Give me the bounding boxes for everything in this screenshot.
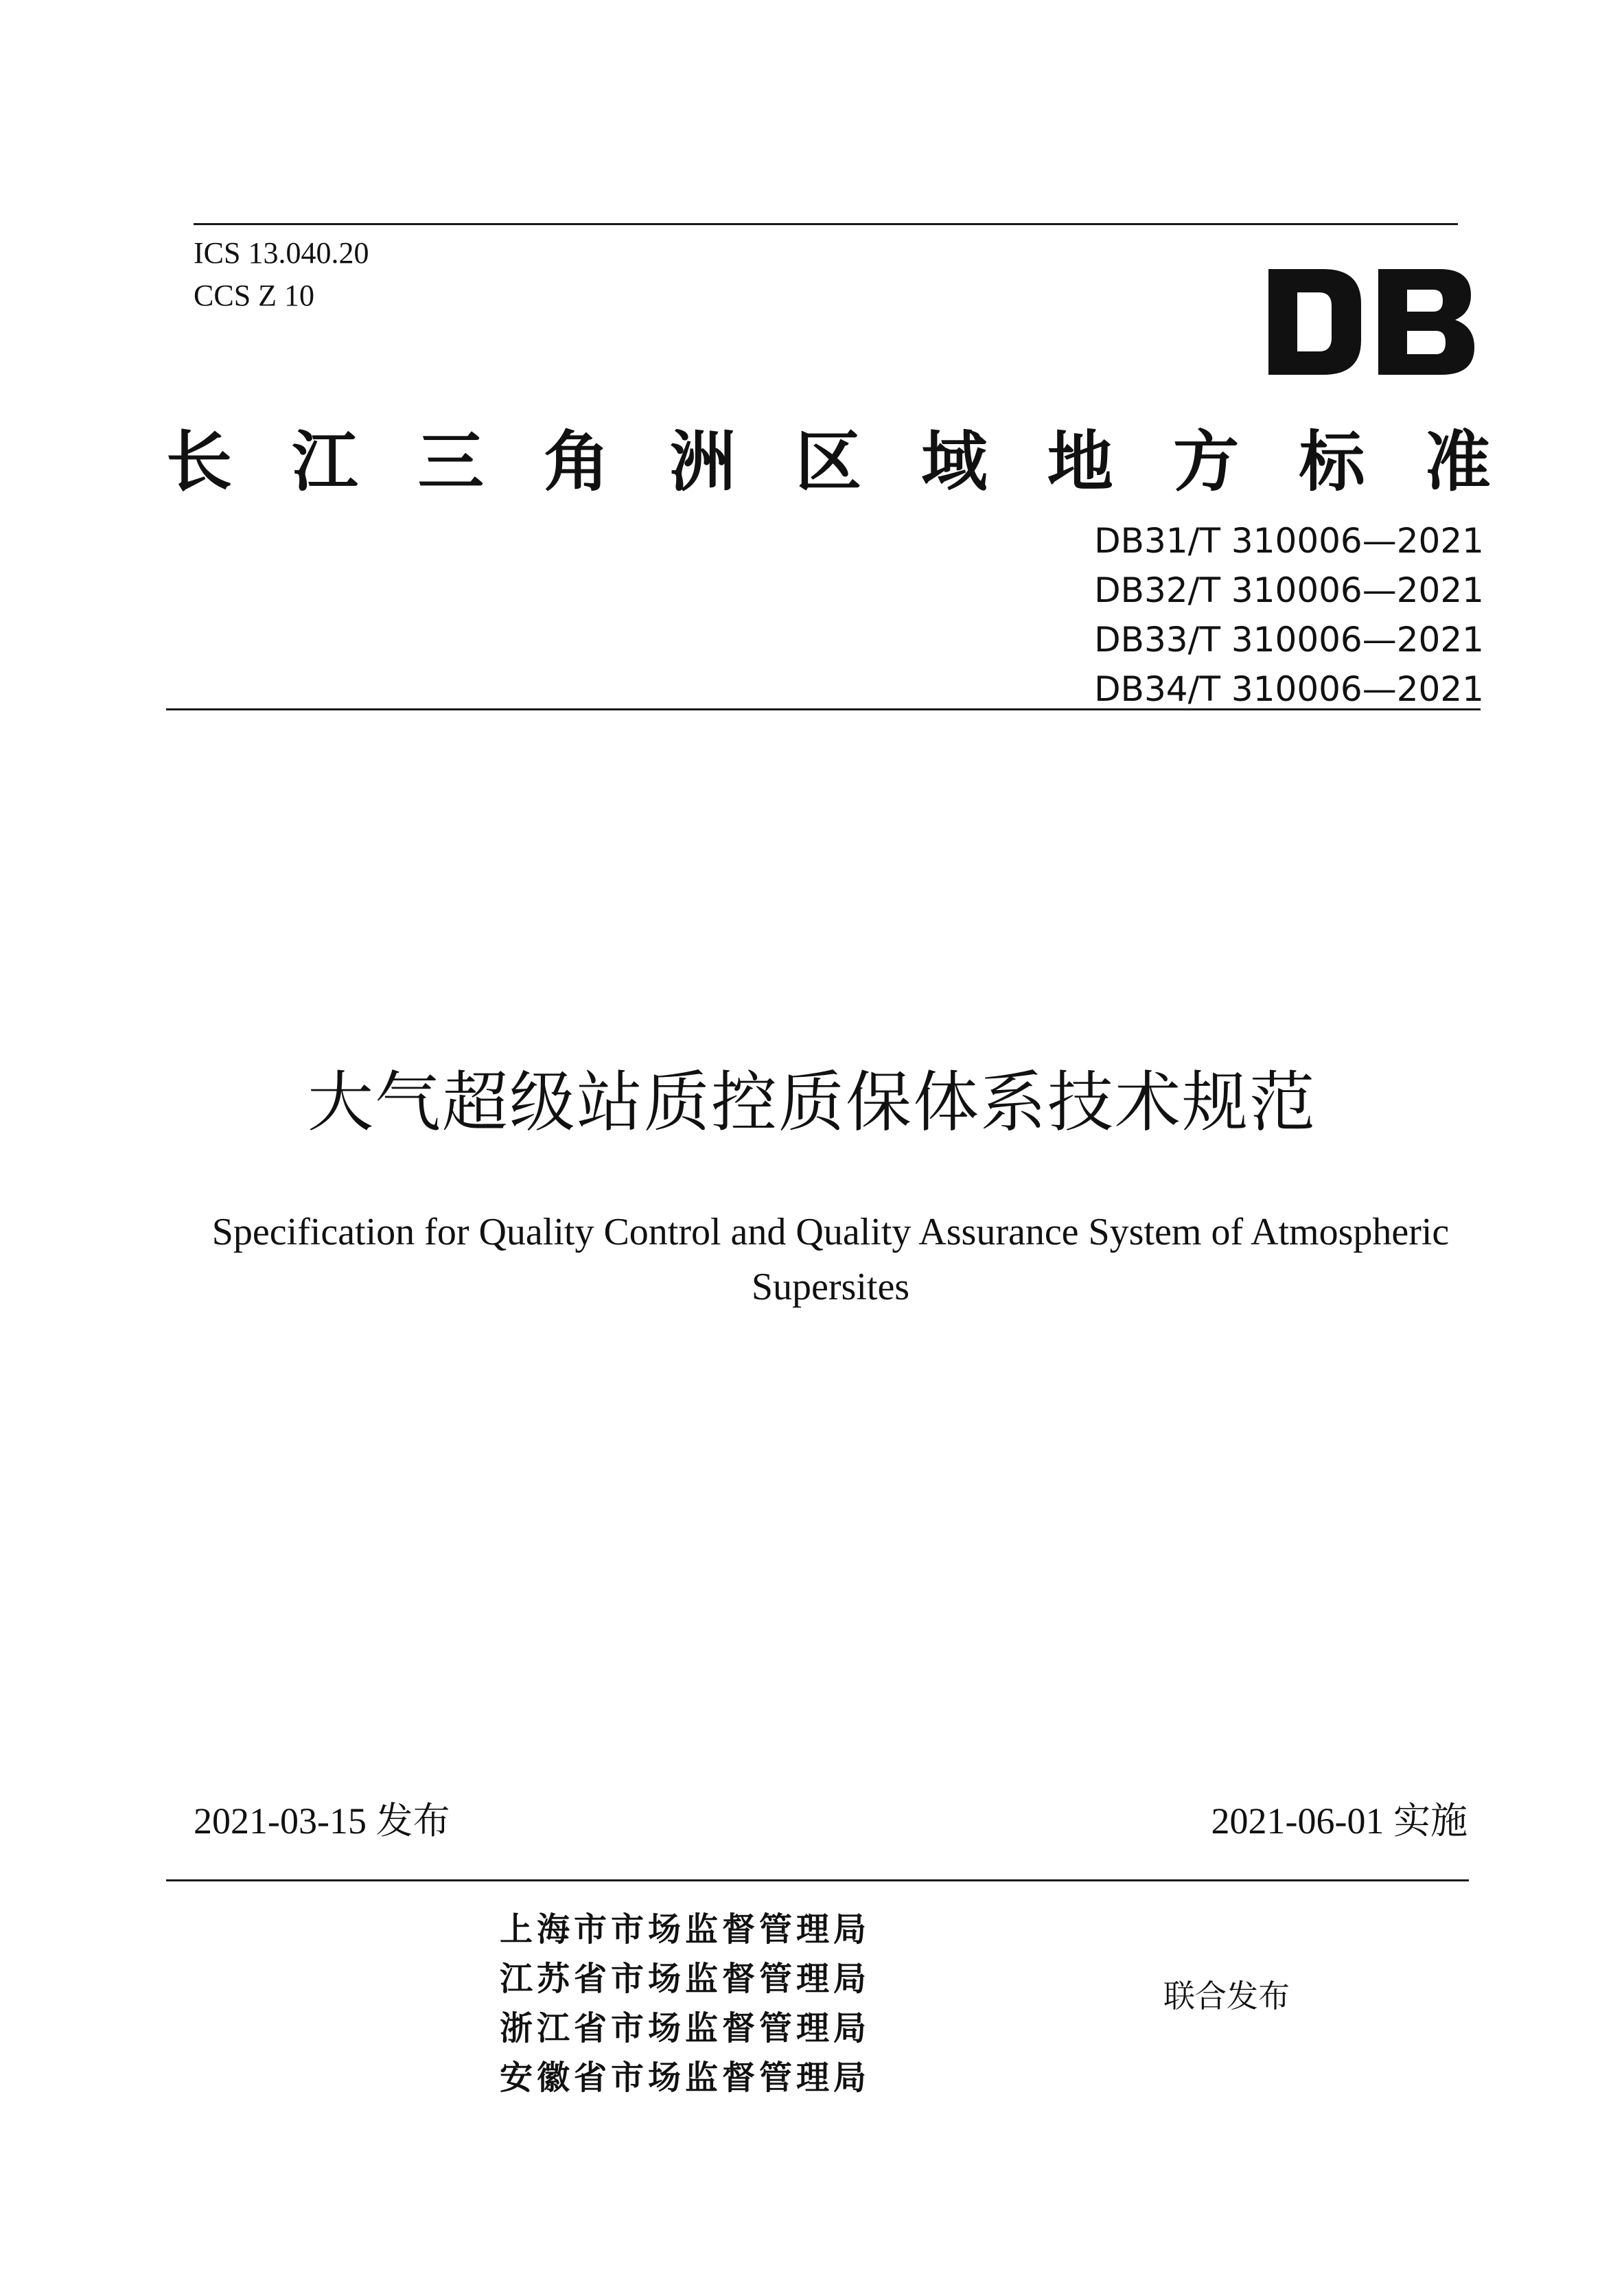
header-divider [166, 708, 1481, 710]
top-rule [194, 223, 1458, 225]
series-title-char: 方 [1173, 423, 1240, 500]
series-title-char: 角 [544, 423, 610, 500]
joint-release-label: 联合发布 [1163, 1978, 1290, 2015]
series-title-char: 长 [166, 423, 232, 500]
ccs-code: CCS Z 10 [194, 279, 315, 312]
series-title-char: 三 [417, 423, 484, 500]
publisher-name: 上海市市场监督管理局 [500, 1910, 871, 1949]
publisher-list [500, 1905, 870, 2102]
document-title-en: Specification for Quality Control and Quality Assurance System of Atmospheric Supersites [211, 1211, 1450, 1308]
standard-numbers [961, 516, 1484, 714]
standard-number: DB33/T 310006—2021 [1094, 620, 1484, 660]
series-title-char: 区 [795, 423, 861, 500]
standard-number: DB32/T 310006—2021 [1094, 570, 1484, 610]
publisher-name: 安徽省市场监督管理局 [500, 2059, 871, 2097]
series-title-char: 地 [1047, 423, 1113, 500]
standard-number: DB34/T 310006—2021 [1094, 669, 1484, 709]
document-title-cn: 大气超级站质控质保体系技术规范 [308, 1064, 1316, 1141]
db-logo-icon [1268, 269, 1474, 375]
ics-code: ICS 13.040.20 [194, 236, 369, 270]
publisher-name: 江苏省市场监督管理局 [500, 1960, 871, 1998]
standard-number: DB31/T 310006—2021 [1094, 521, 1484, 561]
publisher-name: 浙江省市场监督管理局 [500, 2009, 871, 2048]
series-title-char: 标 [1299, 423, 1365, 500]
series-title-char: 准 [1424, 423, 1491, 500]
classification-codes [194, 232, 369, 317]
implementation-date: 2021-06-01 实施 [1211, 1800, 1468, 1842]
footer-divider [166, 1879, 1469, 1881]
issue-date: 2021-03-15 发布 [194, 1800, 450, 1842]
series-title-char: 江 [292, 423, 358, 500]
series-title-char: 洲 [669, 423, 736, 500]
series-title-char: 域 [921, 423, 988, 500]
series-title [166, 405, 1491, 508]
